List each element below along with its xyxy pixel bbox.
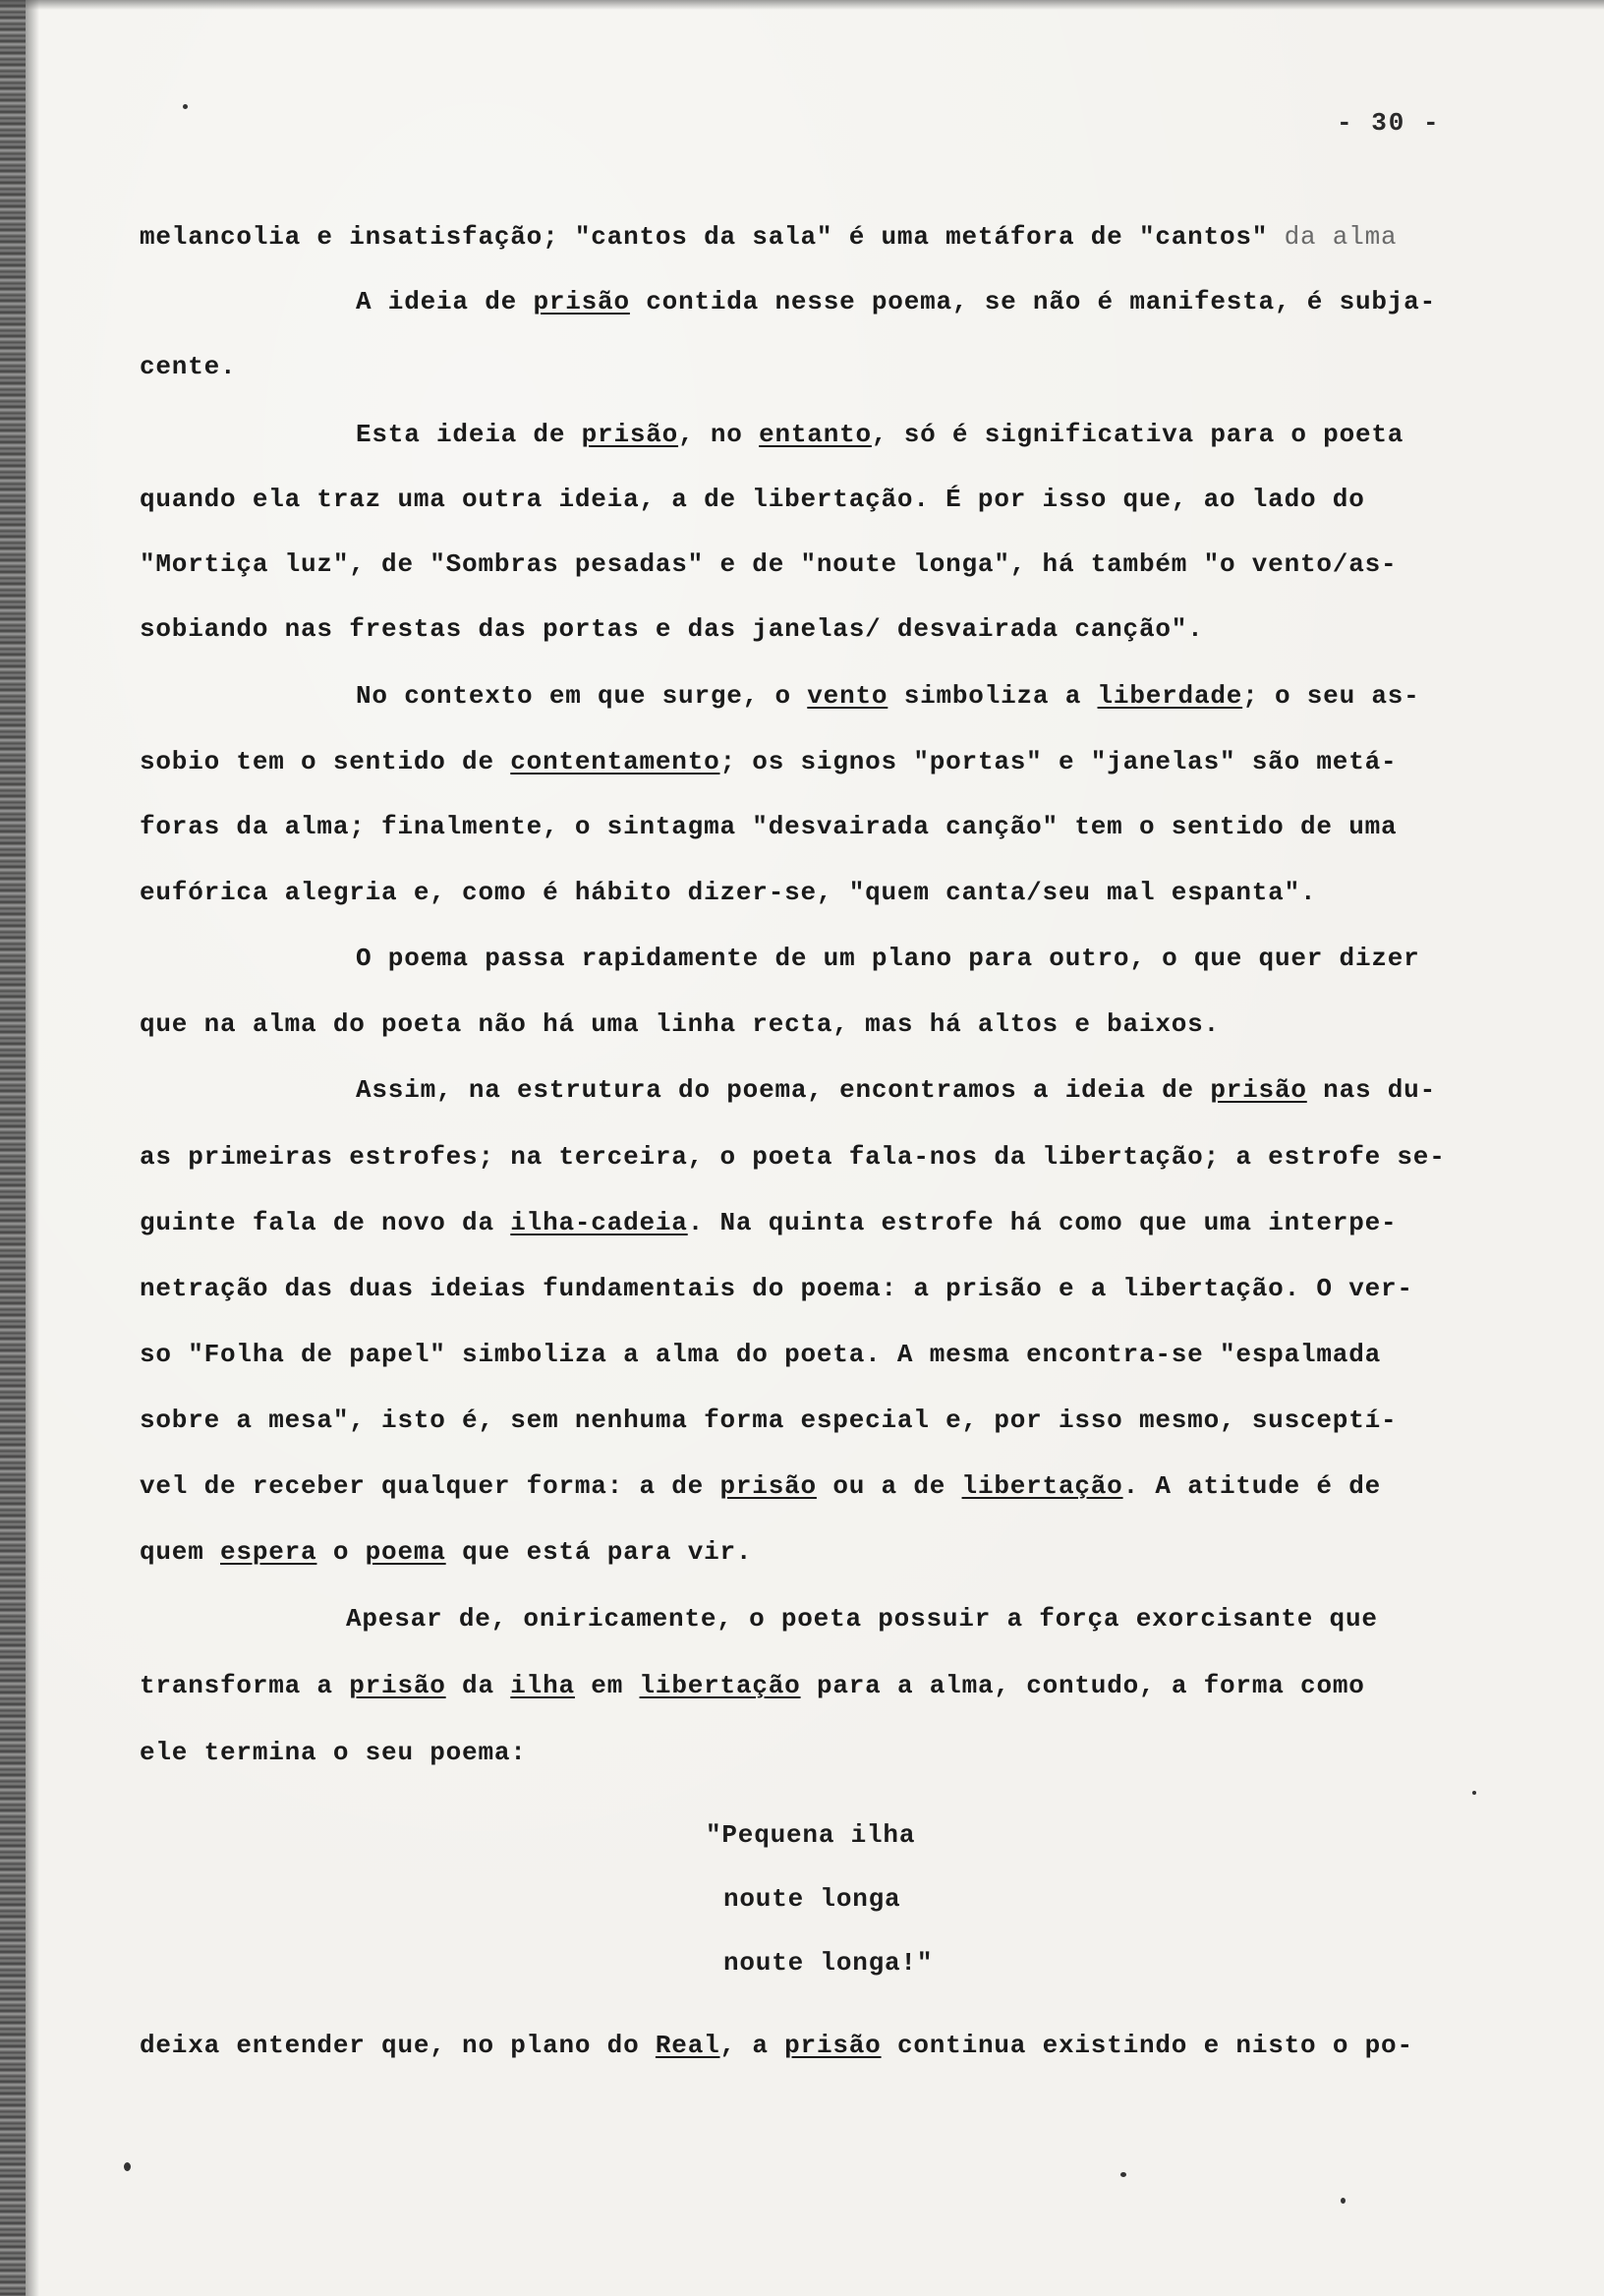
underlined-word: prisão — [719, 1471, 817, 1501]
text-span: deixa entender que, no plano do — [140, 2031, 656, 2060]
text-span: No contexto em que surge, o — [356, 681, 808, 711]
text-span: , no — [678, 420, 760, 449]
scan-speck — [1341, 2198, 1346, 2204]
text-span: ; os signos "portas" e "janelas" são metá- — [719, 747, 1398, 776]
text-line: que na alma do poeta não há uma linha recta, mas há altos e baixos. — [140, 1009, 1220, 1039]
underlined-word: ilha-cadeia — [510, 1208, 688, 1237]
scan-speck — [124, 2162, 131, 2171]
text-line — [356, 287, 1436, 316]
text-line: quando ela traz uma outra ideia, a de libertação. É por isso que, ao lado do — [140, 485, 1365, 514]
underlined-word: libertação — [961, 1471, 1123, 1501]
text-line: netração das duas ideias fundamentais do poema: a prisão e a libertação. O ver- — [140, 1274, 1413, 1303]
text-span: transforma a — [140, 1671, 350, 1700]
text-span: . A atitude é de — [1122, 1471, 1382, 1501]
page-number: - 30 - — [1337, 108, 1441, 138]
text-span: sobio tem o sentido de — [140, 747, 511, 776]
text-span: , só é significativa para o poeta — [871, 420, 1404, 449]
text-line — [140, 1537, 752, 1567]
text-span: guinte fala de novo da — [140, 1208, 511, 1237]
text-span: quem — [140, 1537, 221, 1567]
text-line — [140, 747, 1397, 776]
text-span: contida nesse poema, se não é manifesta, é subja- — [629, 287, 1436, 316]
text-line: eufórica alegria e, como é hábito dizer-se, "quem canta/seu mal espanta". — [140, 878, 1317, 907]
text-line — [140, 1208, 1397, 1237]
text-line — [356, 681, 1420, 711]
text-line — [356, 420, 1404, 449]
poem-quote-line: noute longa!" — [723, 1948, 934, 1978]
poem-quote-line: noute longa — [723, 1884, 901, 1914]
text-line: sobre a mesa", isto é, sem nenhuma forma especial e, por isso mesmo, susceptí- — [140, 1406, 1398, 1435]
underlined-word: entanto — [759, 420, 872, 449]
text-span: Esta ideia de — [356, 420, 582, 449]
scan-speck — [1120, 2172, 1126, 2177]
text-span: , a — [719, 2031, 785, 2060]
text-span: . Na quinta estrofe há como que uma interpe- — [687, 1208, 1398, 1237]
text-span: Assim, na estrutura do poema, encontramos a ideia de — [356, 1075, 1211, 1105]
text-line: "Mortiça luz", de "Sombras pesadas" e de "noute longa", há também "o vento/as- — [140, 549, 1398, 579]
text-span: A ideia de — [356, 287, 534, 316]
text-line — [140, 1671, 1365, 1700]
text-line: Apesar de, oniricamente, o poeta possuir a força exorcisante que — [346, 1604, 1378, 1634]
underlined-word: vento — [807, 681, 888, 711]
text-span: ou a de — [816, 1471, 962, 1501]
underlined-word: poema — [365, 1537, 446, 1567]
text-span: vel de receber qualquer forma: a de — [140, 1471, 720, 1501]
text-line — [140, 222, 1397, 252]
underlined-word: prisão — [784, 2031, 882, 2060]
text-line: as primeiras estrofes; na terceira, o poeta fala-nos da libertação; a estrofe se- — [140, 1142, 1446, 1172]
text-span: melancolia e insatisfação; "cantos da sala" é uma metáfora de "cantos" — [140, 222, 1285, 252]
text-span: para a alma, contudo, a forma como — [800, 1671, 1365, 1700]
text-span: em — [574, 1671, 640, 1700]
text-span: que está para vir. — [445, 1537, 753, 1567]
scan-left-edge — [0, 0, 26, 2296]
underlined-word: prisão — [349, 1671, 446, 1700]
underlined-word: Real — [655, 2031, 720, 2060]
underlined-word: contentamento — [510, 747, 720, 776]
text-span: continua existindo e nisto o po- — [881, 2031, 1413, 2060]
text-line — [140, 1471, 1381, 1501]
poem-quote-line: "Pequena ilha — [706, 1820, 916, 1850]
text-line: ele termina o seu poema: — [140, 1738, 527, 1767]
text-line: foras da alma; finalmente, o sintagma "desvairada canção" tem o sentido de uma — [140, 812, 1398, 841]
underlined-word: prisão — [581, 420, 679, 449]
text-line — [140, 2031, 1413, 2060]
underlined-word: prisão — [533, 287, 630, 316]
text-line: so "Folha de papel" simboliza a alma do poeta. A mesma encontra-se "espalmada — [140, 1340, 1381, 1369]
underlined-word: libertação — [639, 1671, 801, 1700]
text-line: O poema passa rapidamente de um plano para outro, o que quer dizer — [356, 944, 1420, 973]
text-line — [356, 1075, 1436, 1105]
text-line: sobiando nas frestas das portas e das janelas/ desvairada canção". — [140, 614, 1204, 644]
underlined-word: liberdade — [1097, 681, 1243, 711]
text-span: ; o seu as- — [1242, 681, 1420, 711]
scan-edge-shadow — [26, 0, 39, 2296]
text-line: cente. — [140, 352, 237, 381]
scan-speck — [1472, 1791, 1476, 1795]
scan-speck — [183, 104, 188, 109]
text-span: da — [445, 1671, 511, 1700]
text-span: o — [316, 1537, 366, 1567]
text-span: nas du- — [1306, 1075, 1436, 1105]
text-span: simboliza a — [888, 681, 1098, 711]
underlined-word: prisão — [1210, 1075, 1307, 1105]
underlined-word: espera — [220, 1537, 317, 1567]
text-span: da alma — [1284, 222, 1398, 252]
underlined-word: ilha — [510, 1671, 575, 1700]
scan-top-edge — [0, 0, 1604, 10]
